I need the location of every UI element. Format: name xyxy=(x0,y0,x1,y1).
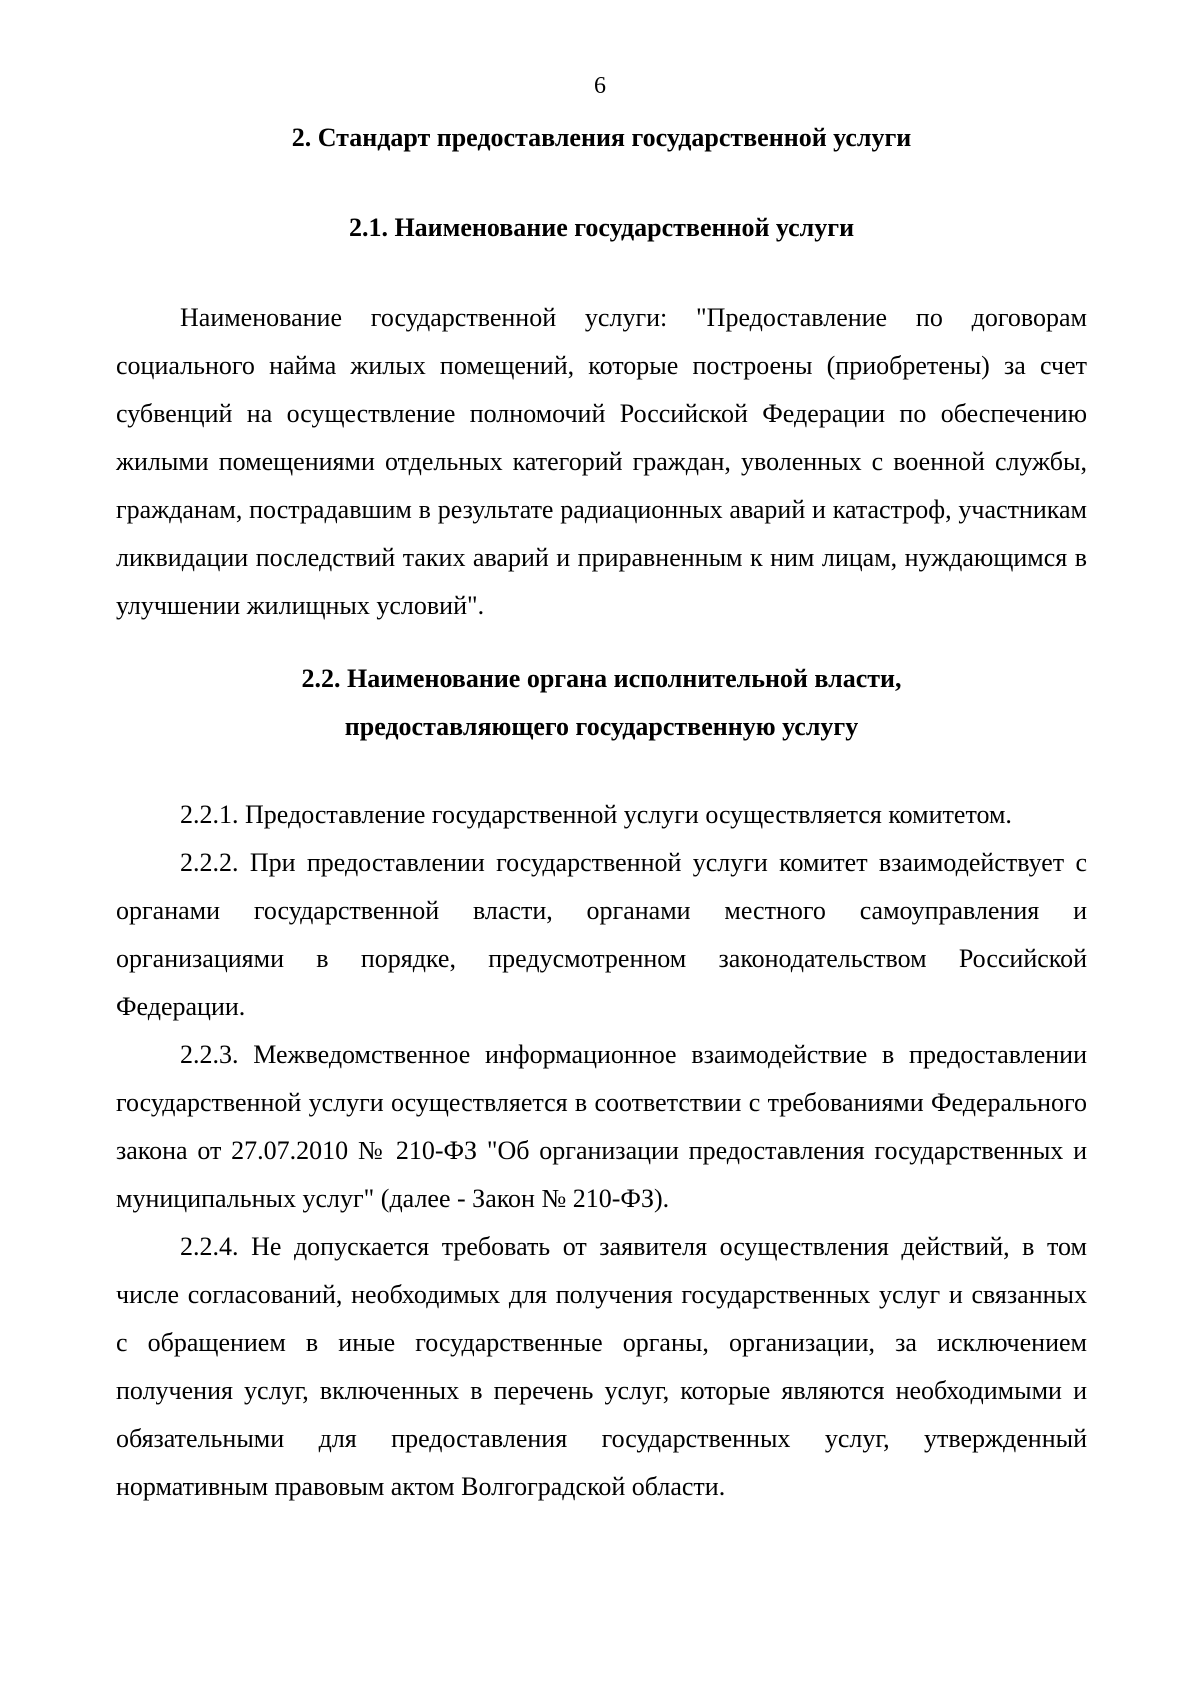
subsection-2-2-title-line2: предоставляющего государственную услугу xyxy=(344,712,859,741)
paragraph-2-2-4: 2.2.4. Не допускается требовать от заявителя осуществления действий, в том числе согласований, необходимых для получения государственных услуг и связанных с обращением в иные государственные органы, организации, за исключением получения услуг, включенных в перечень услуг, которые являются необходимыми и обязательными для предоставления государственных услуг, утвержденный нормативным правовым актом Волгоградской области. xyxy=(116,1232,1087,1501)
section-title: 2. Стандарт предоставления государственной услуги xyxy=(291,123,912,152)
subsection-2-1-title-block xyxy=(116,204,1087,252)
section-title-block xyxy=(116,114,1087,162)
page-number: 6 xyxy=(594,73,606,99)
subsection-2-1-body xyxy=(116,294,1087,630)
paragraph-2-2-1: 2.2.1. Предоставление государственной услуги осуществляется комитетом. xyxy=(180,800,1012,829)
paragraph-2-2-3: 2.2.3. Межведомственное информационное взаимодействие в предоставлении государственной услуги осуществляется в соответствии с требованиями Федерального закона от 27.07.2010 № 210-ФЗ "Об организации предоставления государственных и муниципальных услуг" (далее - Закон № 210-ФЗ). xyxy=(116,1040,1087,1213)
subsection-2-2-title-line1: 2.2. Наименование органа исполнительной власти, xyxy=(301,664,902,693)
subsection-2-2-title-block xyxy=(116,655,1087,751)
subsection-2-1-title: 2.1. Наименование государственной услуги xyxy=(348,213,855,242)
subsection-2-2-body xyxy=(116,791,1087,1511)
paragraph-2-2-2: 2.2.2. При предоставлении государственной услуги комитет взаимодействует с органами государственной власти, органами местного самоуправления и организациями в порядке, предусмотренном законодательством Российской Федерации. xyxy=(116,848,1087,1021)
service-name-paragraph: Наименование государственной услуги: "Предоставление по договорам социального найма жилых помещений, которые построены (приобретены) за счет субвенций на осуществление полномочий Российской Федерации по обеспечению жилыми помещениями отдельных категорий граждан, уволенных с военной службы, гражданам, пострадавшим в результате радиационных аварий и катастроф, участникам ликвидации последствий таких аварий и приравненным к ним лицам, нуждающимся в улучшении жилищных условий". xyxy=(116,303,1087,620)
